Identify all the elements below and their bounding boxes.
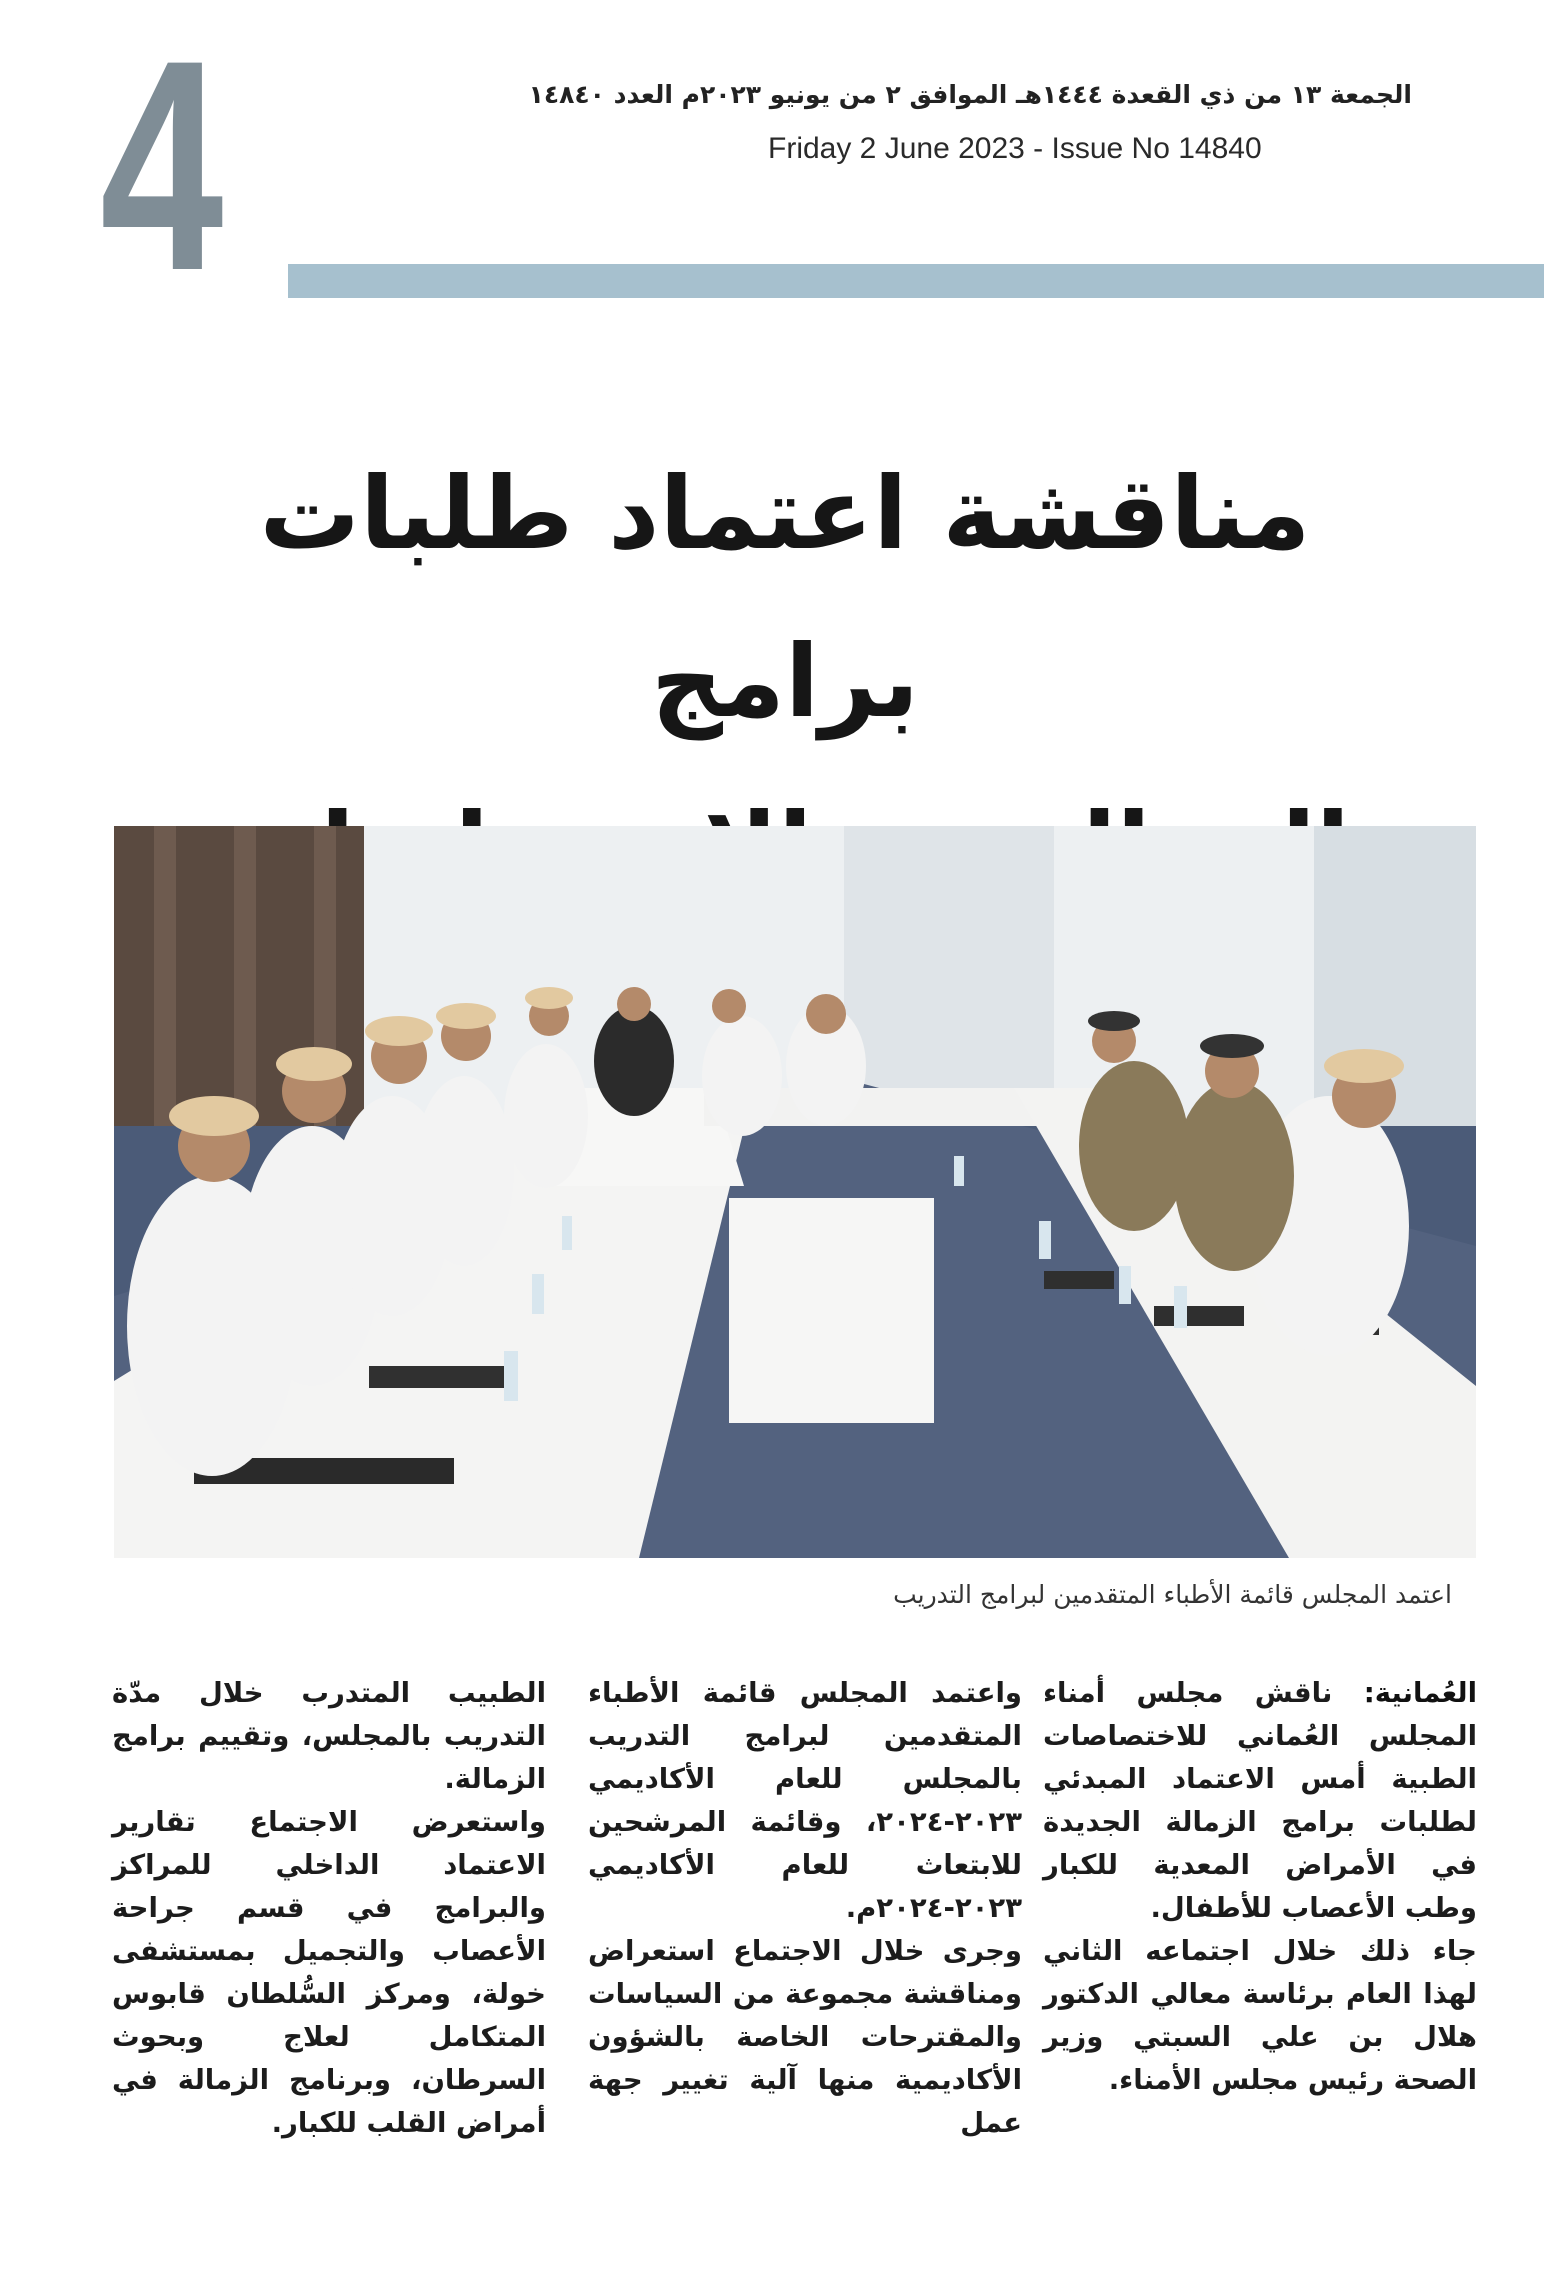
- issue-date-arabic: الجمعة ١٣ من ذي القعدة ١٤٤٤هـ الموافق ٢ من يونيو ٢٠٢٣م العدد ١٤٨٤٠: [528, 80, 1412, 109]
- article-column-1: [1043, 1672, 1477, 2102]
- headline-line-1: مناقشة اعتماد طلبات برامج: [259, 455, 1311, 740]
- column-3-paragraph-2: واستعرض الاجتماع تقارير الاعتماد الداخلي للمراكز والبرامج في قسم جراحة الأعصاب والتجميل بمستشفى خولة، ومركز السُّلطان قابوس المتكامل لعلاج وبحوث السرطان، وبرنامج الزمالة في أمراض القلب للكبار.: [112, 1806, 546, 2139]
- issue-date-english: Friday 2 June 2023 - Issue No 14840: [768, 132, 1262, 165]
- article-column-3: [112, 1672, 546, 2145]
- column-1-paragraph-1: [1043, 1672, 1477, 1930]
- column-2-paragraph-1: واعتمد المجلس قائمة الأطباء المتقدمين لبرامج التدريب بالمجلس للعام الأكاديمي ٢٠٢٣-٢٠٢٤، وقائمة المرشحين للابتعاث للعام الأكاديمي ٢٠٢٣-٢٠٢٤م.: [588, 1677, 1022, 1924]
- page-number: 4: [100, 0, 224, 333]
- column-1-paragraph-1-text: ناقش مجلس أمناء المجلس العُماني للاختصاصات الطبية أمس الاعتماد المبدئي لطلبات برامج الزمالة الجديدة في الأمراض المعدية للكبار وطب الأعصاب للأطفال.: [1043, 1677, 1477, 1924]
- meeting-photo: [114, 826, 1476, 1558]
- column-1-paragraph-2: جاء ذلك خلال اجتماعه الثاني لهذا العام برئاسة معالي الدكتور هلال بن علي السبتي وزير الصحة رئيس مجلس الأمناء.: [1043, 1935, 1477, 2096]
- header-rule-bar: [288, 264, 1544, 298]
- article-lead: العُمانية:: [1363, 1677, 1478, 1709]
- column-3-paragraph-1: الطبيب المتدرب خلال مدّة التدريب بالمجلس، وتقييم برامج الزمالة.: [112, 1677, 546, 1795]
- article-column-2: [588, 1672, 1022, 2145]
- column-2-paragraph-2: وجرى خلال الاجتماع استعراض ومناقشة مجموعة من السياسات والمقترحات الخاصة بالشؤون الأكاديمية منها آلية تغيير جهة عمل: [588, 1935, 1022, 2139]
- photo-caption: اعتمد المجلس قائمة الأطباء المتقدمين لبرامج التدريب: [893, 1580, 1452, 1609]
